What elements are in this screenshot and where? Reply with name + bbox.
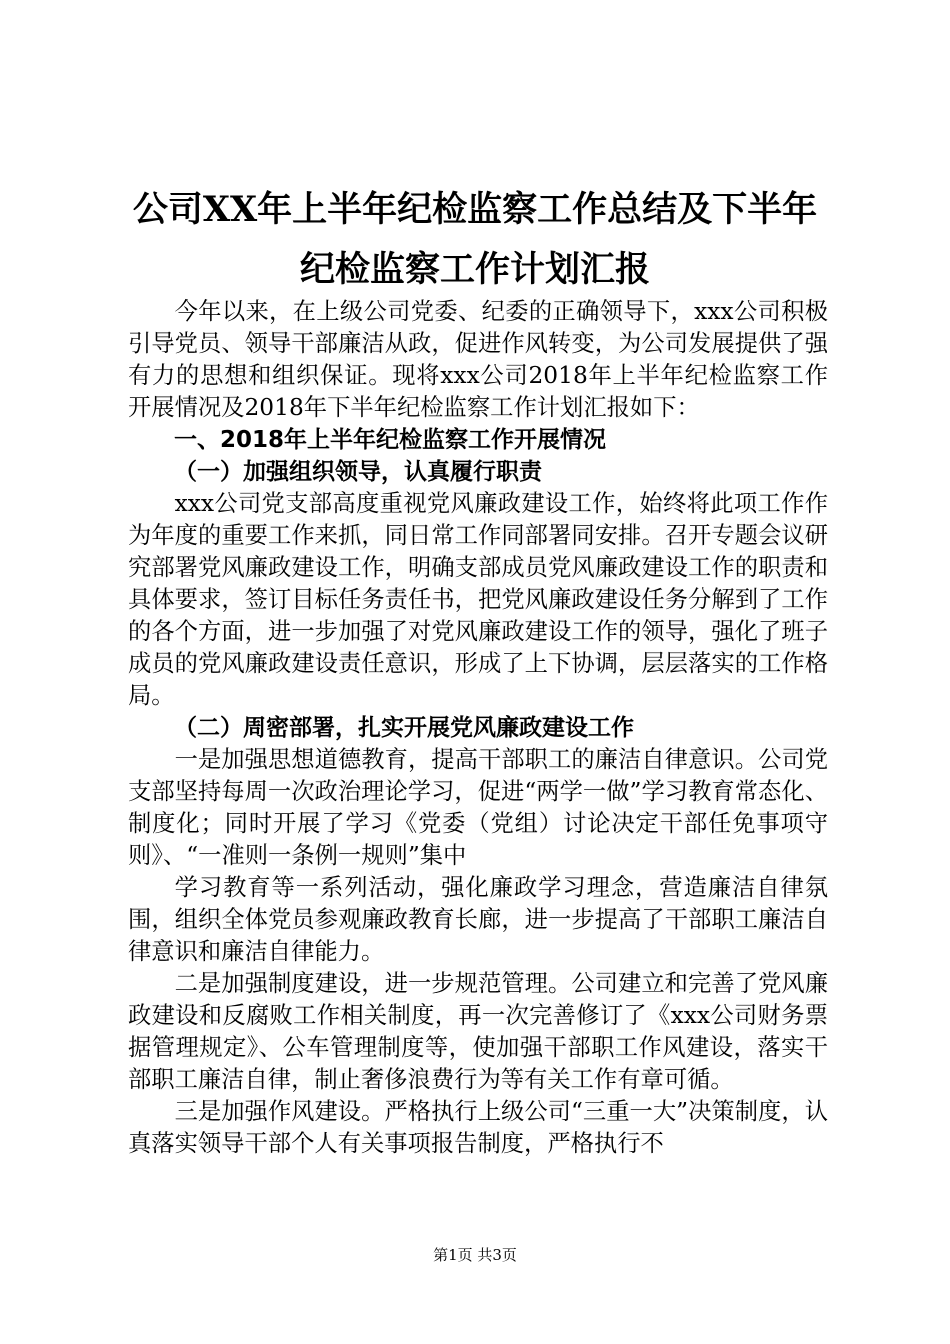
subsection-1-paragraph: xxx公司党支部高度重视党风廉政建设工作，始终将此项工作作为年度的重要工作来抓，同日常工作同部署同安排。召开专题会议研究部署党风廉政建设工作，明确支部成员党风廉政建设工作的职责和具体要求，签订目标任务责任书，把党风廉政建设任务分解到了工作的各个方面，进一步加强了对党风廉政建设工作的领导，强化了班子成员的党风廉政建设责任意识，形成了上下协调，层层落实的工作格局。 (128, 490, 828, 709)
subsection-2-paragraph-1: 一是加强思想道德教育，提高干部职工的廉洁自律意识。公司党支部坚持每周一次政治理论学习，促进“两学一做”学习教育常态化、制度化；同时开展了学习《党委（党组）讨论决定干部任免事项守则》、“一准则一条例一规则”集中 (128, 746, 828, 869)
subsection-1-heading: （一）加强组织领导，认真履行职责 (174, 459, 542, 485)
intro-paragraph: 今年以来，在上级公司党委、纪委的正确领导下，xxx公司积极引导党员、领导干部廉洁从政，促进作风转变，为公司发展提供了强有力的思想和组织保证。现将xxx公司2018年上半年纪检监察工作开展情况及2018年下半年纪检监察工作计划汇报如下： (128, 298, 828, 421)
section-1-heading: 一、2018年上半年纪检监察工作开展情况 (174, 427, 607, 453)
document-body (128, 296, 828, 1160)
subsection-2-paragraph-2: 学习教育等一系列活动，强化廉政学习理念，营造廉洁自律氛围，组织全体党员参观廉政教育长廊，进一步提高了干部职工廉洁自律意识和廉洁自律能力。 (128, 874, 828, 965)
document-title-line-1: 公司XX年上半年纪检监察工作总结及下半年 (132, 189, 818, 230)
document-title-line-2: 纪检监察工作计划汇报 (299, 249, 650, 290)
subsection-2-paragraph-3: 二是加强制度建设，进一步规范管理。公司建立和完善了党风廉政建设和反腐败工作相关制度，再一次完善修订了《xxx公司财务票据管理规定》、公车管理制度等，使加强干部职工作风建设，落实干部职工廉洁自律，制止奢侈浪费行为等有关工作有章可循。 (128, 970, 828, 1093)
subsection-2-paragraph-4: 三是加强作风建设。严格执行上级公司“三重一大”决策制度，认真落实领导干部个人有关事项报告制度，严格执行不 (128, 1098, 828, 1157)
page-number-footer: 第1页 共3页 (433, 1246, 517, 1264)
subsection-2-heading: （二）周密部署，扎实开展党风廉政建设工作 (174, 715, 634, 741)
